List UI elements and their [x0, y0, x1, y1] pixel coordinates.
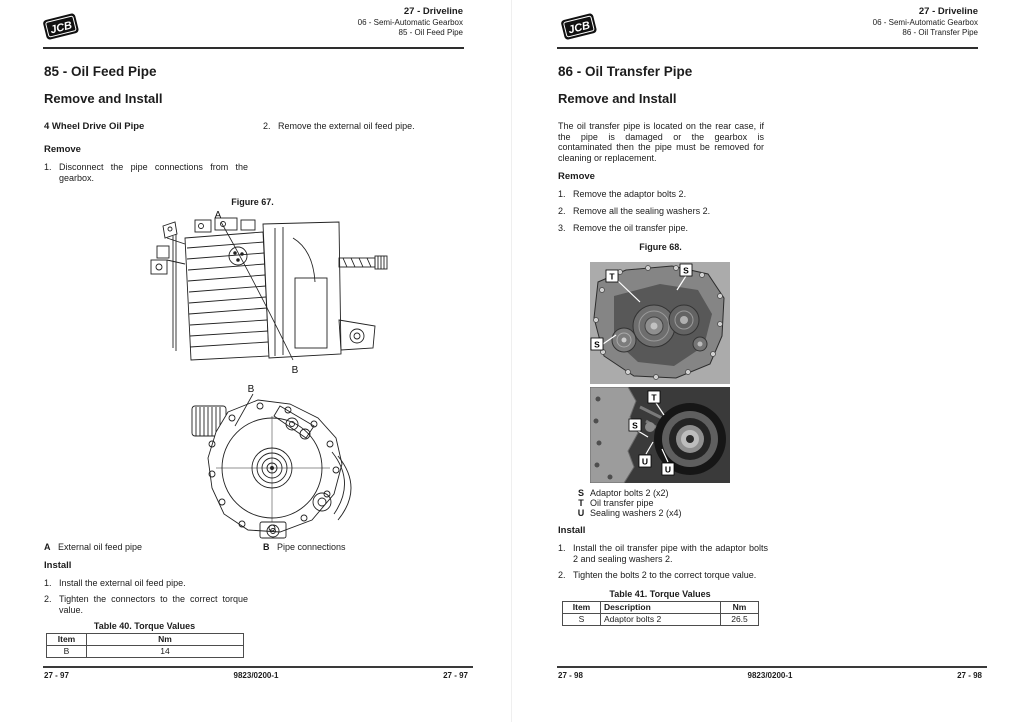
table-40-caption: Table 40. Torque Values: [93, 621, 196, 631]
key-letter: B: [263, 542, 270, 552]
step-text: Remove the oil transfer pipe.: [573, 223, 689, 233]
step-number: 2.: [44, 594, 52, 604]
cell-nm: 14: [87, 646, 244, 658]
step-text: Remove the adaptor bolts 2.: [573, 189, 687, 199]
table-41-caption: Table 41. Torque Values: [609, 589, 711, 599]
header-chapter: 27 - Driveline: [918, 6, 978, 17]
cell-nm: 26.5: [721, 614, 759, 626]
jcb-logo: [556, 8, 602, 46]
figure-67-drawing-side-view: [143, 208, 395, 378]
photo-label-t: T: [609, 271, 615, 282]
col-header-nm: Nm: [721, 602, 759, 614]
install-heading: Install: [44, 560, 72, 571]
jcb-logo: [38, 8, 84, 46]
step-text: Tighten the connectors to the correct torque value.: [59, 594, 248, 615]
step-text: Remove all the sealing washers 2.: [573, 206, 711, 216]
photo-label-u2: U: [664, 464, 672, 475]
legend-key: T: [578, 498, 584, 508]
legend-row-t: [576, 498, 682, 508]
footer-rule: [557, 666, 987, 668]
footer-doc-number: 9823/0200-1: [233, 671, 279, 680]
torque-table-40: [46, 633, 244, 658]
step-number: 1.: [44, 578, 52, 588]
step-number: 3.: [558, 223, 566, 233]
figure-key-b: [263, 542, 346, 552]
col-header-description: Description: [601, 602, 721, 614]
step-text: Remove the external oil feed pipe.: [278, 121, 415, 131]
subsection-heading: 4 Wheel Drive Oil Pipe: [44, 121, 145, 132]
header-topic: 85 - Oil Feed Pipe: [398, 28, 463, 37]
install-step-1: [558, 543, 768, 564]
figure-68-legend: [576, 488, 682, 518]
page-left: [0, 0, 511, 722]
install-heading: Install: [558, 525, 586, 536]
remove-step-2: [263, 121, 475, 132]
cell-item: S: [563, 614, 601, 626]
figure-68-photo-bottom: [590, 387, 730, 483]
header-chapter: 27 - Driveline: [403, 6, 463, 17]
photo-label-s-top: S: [683, 265, 689, 276]
photo-label-u1: U: [641, 456, 649, 467]
footer-page-number-right: 27 - 97: [443, 671, 468, 680]
remove-heading: Remove: [558, 171, 595, 182]
remove-step-1: [44, 162, 248, 183]
procedure-heading: Remove and Install: [558, 91, 677, 106]
figure-67-drawing-end-view: [172, 382, 377, 540]
footer-page-number-left: 27 - 98: [558, 671, 583, 680]
page-title: 85 - Oil Feed Pipe: [44, 64, 157, 79]
install-step-2: [558, 570, 768, 581]
table-row: [47, 646, 244, 658]
step-text: Tighten the bolts 2 to the correct torque value.: [573, 570, 757, 580]
legend-key: U: [577, 508, 585, 518]
page-header: [223, 6, 463, 38]
intro-paragraph: The oil transfer pipe is located on the rear case, if the pipe is damaged or the gearbox is contaminated then the pipe must be removed for cleaning or replacement.: [558, 121, 764, 163]
col-header-nm: Nm: [87, 634, 244, 646]
jcb-logo-text: JCB: [567, 19, 592, 37]
step-text: Disconnect the pipe connections from the gearbox.: [59, 162, 248, 183]
header-rule: [43, 47, 464, 49]
figure-67-label-b: B: [291, 365, 299, 376]
procedure-heading: Remove and Install: [44, 91, 163, 106]
jcb-logo-text: JCB: [49, 19, 74, 37]
step-number: 2.: [263, 121, 271, 131]
photo-label-t: T: [651, 392, 657, 403]
legend-text: Oil transfer pipe: [590, 498, 654, 508]
legend-key: S: [577, 488, 584, 498]
step-number: 1.: [558, 543, 566, 553]
footer-doc-number: 9823/0200-1: [747, 671, 793, 680]
footer-page-number-right: 27 - 98: [957, 671, 982, 680]
step-number: 2.: [558, 570, 566, 580]
legend-text: Sealing washers 2 (x4): [590, 508, 682, 518]
step-text: Install the oil transfer pipe with the adaptor bolts 2 and sealing washers 2.: [573, 543, 768, 564]
footer-page-number-left: 27 - 97: [44, 671, 69, 680]
remove-heading: Remove: [44, 144, 81, 155]
table-row: [563, 614, 759, 626]
legend-row-s: [576, 488, 682, 498]
header-topic: 86 - Oil Transfer Pipe: [902, 28, 978, 37]
step-number: 1.: [44, 162, 52, 172]
header-section: 06 - Semi-Automatic Gearbox: [872, 18, 978, 27]
page-footer: [44, 671, 468, 683]
page-title: 86 - Oil Transfer Pipe: [558, 64, 693, 79]
header-rule: [557, 47, 978, 49]
photo-label-s-bottom: S: [594, 339, 600, 350]
page-footer: [558, 671, 982, 683]
remove-step-3: [558, 223, 768, 234]
figure-67-caption: Figure 67.: [231, 197, 274, 207]
remove-step-2: [558, 206, 768, 217]
page-right: [512, 0, 1023, 722]
figure-67-label-a: A: [214, 210, 222, 221]
page-header: [738, 6, 978, 38]
key-text: External oil feed pipe: [58, 542, 143, 552]
figure-key-a: [44, 542, 142, 552]
torque-table-41: [562, 601, 759, 626]
step-number: 1.: [558, 189, 566, 199]
col-header-item: Item: [563, 602, 601, 614]
cell-description: Adaptor bolts 2: [601, 614, 721, 626]
remove-step-1: [558, 189, 768, 200]
legend-row-u: [576, 508, 682, 518]
figure-67-label-b2: B: [247, 384, 255, 395]
key-letter: A: [44, 542, 51, 552]
photo-label-s: S: [632, 420, 638, 431]
col-header-item: Item: [47, 634, 87, 646]
install-step-2: [44, 594, 248, 615]
footer-rule: [43, 666, 473, 668]
header-section: 06 - Semi-Automatic Gearbox: [357, 18, 463, 27]
step-text: Install the external oil feed pipe.: [59, 578, 186, 588]
cell-item: B: [47, 646, 87, 658]
install-step-1: [44, 578, 248, 589]
legend-text: Adaptor bolts 2 (x2): [590, 488, 669, 498]
key-text: Pipe connections: [277, 542, 346, 552]
step-number: 2.: [558, 206, 566, 216]
figure-68-caption: Figure 68.: [639, 242, 682, 252]
figure-68-photo-top: [590, 262, 730, 384]
